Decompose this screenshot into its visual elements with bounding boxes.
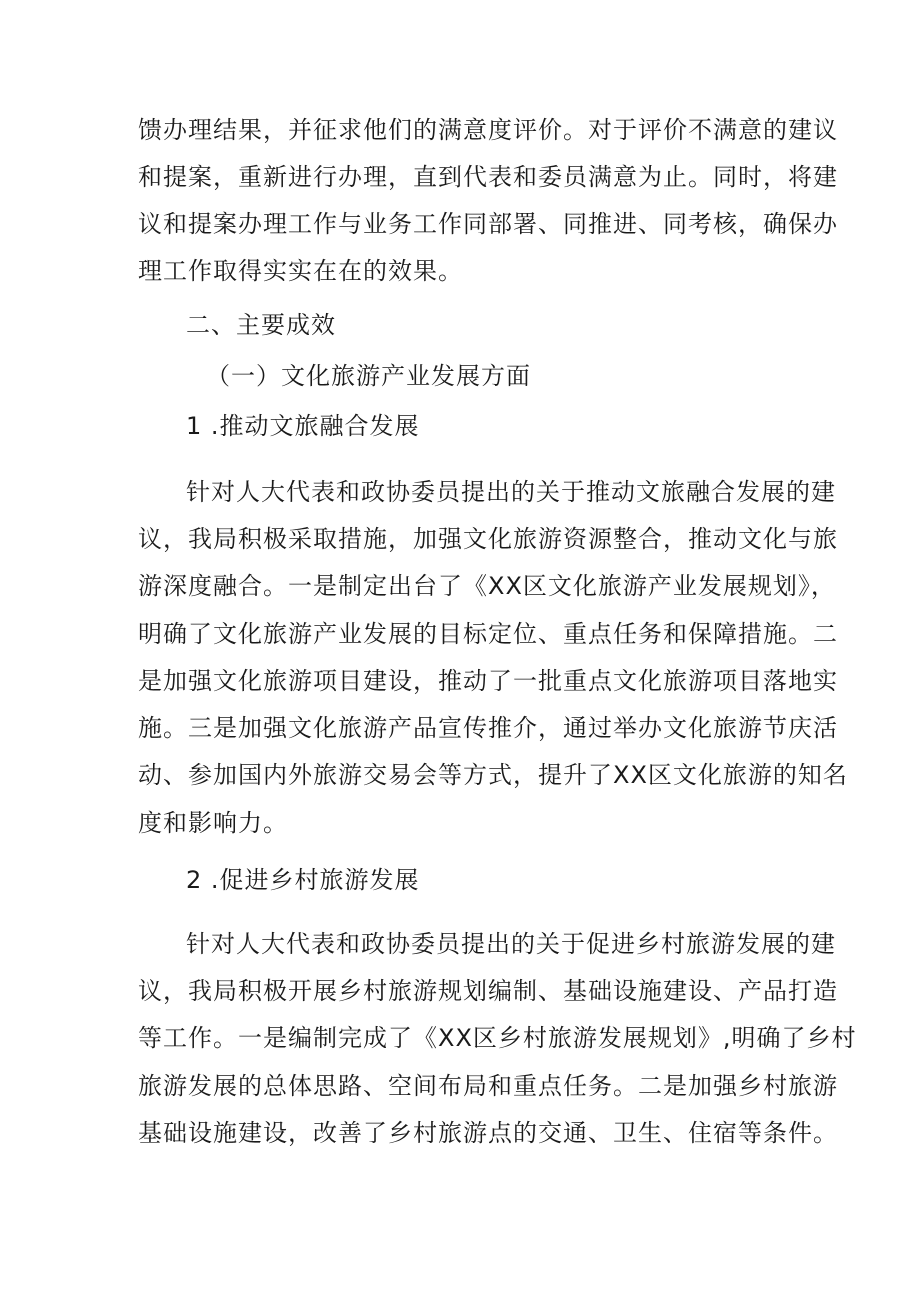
intro-line-3: 议和提案办理工作与业务工作同部署、同推进、同考核，确保办 <box>138 210 838 238</box>
section1-line-1: 针对人大代表和政协委员提出的关于推动文旅融合发展的建 <box>186 478 836 506</box>
section2-line-2: 议，我局积极开展乡村旅游规划编制、基础设施建设、产品打造 <box>138 977 838 1005</box>
section1-line-3: 游深度融合。一是制定出台了《XX区文化旅游产业发展规划》， <box>138 572 836 600</box>
heading-main: 二、主要成效 <box>186 311 336 339</box>
section2-line-1: 针对人大代表和政协委员提出的关于促进乡村旅游发展的建 <box>186 930 836 958</box>
section1-title: 1 .推动文旅融合发展 <box>186 412 420 440</box>
intro-line-1: 馈办理结果，并征求他们的满意度评价。对于评价不满意的建议 <box>138 116 838 144</box>
section2-title: 2 .促进乡村旅游发展 <box>186 866 420 894</box>
section1-line-4: 明确了文化旅游产业发展的目标定位、重点任务和保障措施。二 <box>138 620 838 648</box>
intro-line-2: 和提案，重新进行办理，直到代表和委员满意为止。同时，将建 <box>138 163 838 191</box>
section1-line-2: 议，我局积极采取措施，加强文化旅游资源整合，推动文化与旅 <box>138 525 838 553</box>
section2-line-3: 等工作。一是编制完成了《XX区乡村旅游发展规划》,明确了乡村 <box>138 1024 857 1052</box>
intro-line-4: 理工作取得实实在在的效果。 <box>138 257 463 285</box>
section2-line-5: 基础设施建设，改善了乡村旅游点的交通、卫生、住宿等条件。 <box>138 1119 838 1147</box>
section1-line-6: 施。三是加强文化旅游产品宣传推介，通过举办文化旅游节庆活 <box>138 714 838 742</box>
section1-line-7: 动、参加国内外旅游交易会等方式，提升了XX区文化旅游的知名 <box>138 761 848 789</box>
section1-line-5: 是加强文化旅游项目建设，推动了一批重点文化旅游项目落地实 <box>138 667 838 695</box>
section2-line-4: 旅游发展的总体思路、空间布局和重点任务。二是加强乡村旅游 <box>138 1072 838 1100</box>
heading-sub: （一）文化旅游产业发展方面 <box>206 362 531 390</box>
section1-line-8: 度和影响力。 <box>138 809 288 837</box>
